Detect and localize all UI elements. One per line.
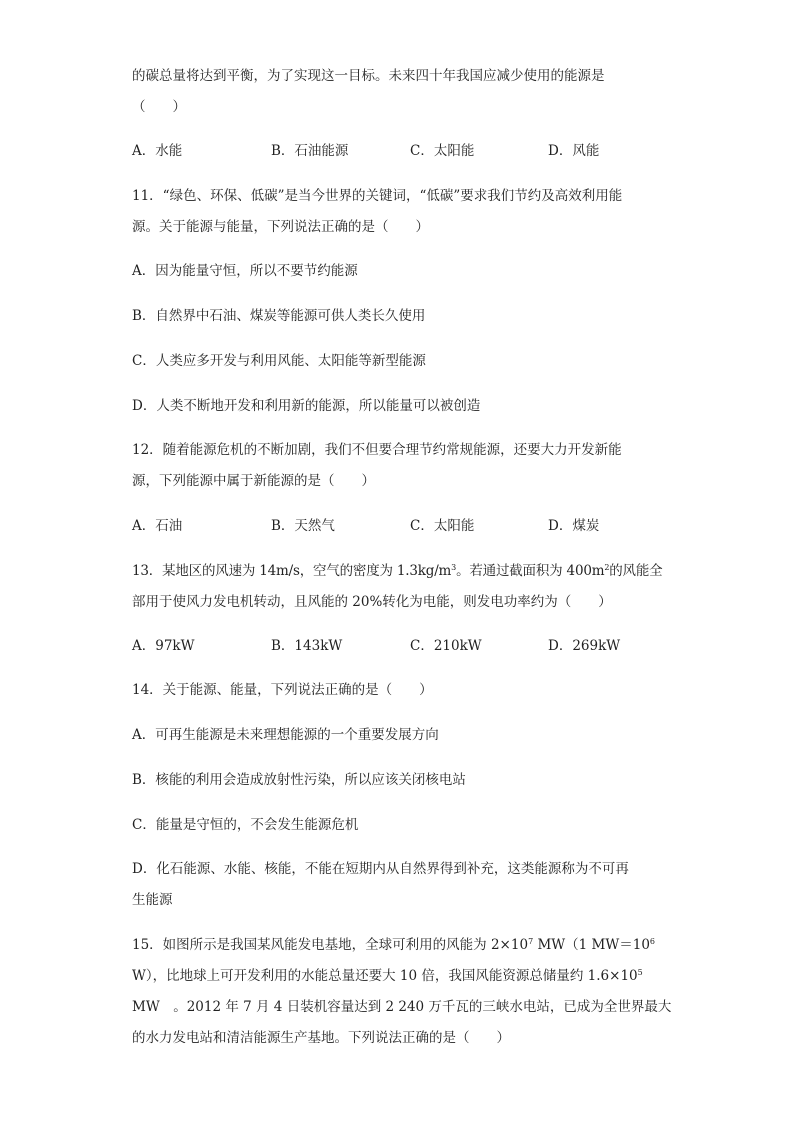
q15-stem-line-4: 的水力发电站和清洁能源生产基地。下列说法正确的是（ ）	[132, 1030, 510, 1046]
q10-option-a: A．水能	[132, 143, 183, 159]
q13-text-a: 13．某地区的风速为 14m/s，空气的密度为 1.3kg/m	[132, 563, 452, 579]
q15-text-c: W），比地球上可开发利用的水能总量还要大 10 倍，我国风能资源总储量约 1.6×10	[132, 968, 638, 984]
q14-option-d: D．化石能源、水能、核能，不能在短期内从自然界得到补充，这类能源称为不可再	[132, 861, 629, 877]
q15-superscript-1: 7	[528, 937, 534, 946]
q13-option-b: B．143kW	[271, 638, 343, 654]
q10-stem-line-2: （ ）	[132, 99, 186, 115]
q10-option-d: D．风能	[548, 143, 600, 159]
q13-option-d: D．269kW	[548, 638, 621, 654]
q15-superscript-2: 6	[649, 937, 655, 946]
q15-text-a: 15．如图所示是我国某风能发电基地，全球可利用的风能为 2×10	[132, 937, 529, 953]
q15-stem-line-3: MW 。2012 年 7 月 4 日装机容量达到 2 240 万千瓦的三峡水电站，已成为全世界最大	[132, 999, 672, 1015]
q11-option-b: B．自然界中石油、煤炭等能源可供人类长久使用	[132, 308, 426, 324]
q15-stem-line-2	[132, 968, 643, 984]
q13-stem-line-1	[132, 563, 662, 579]
q13-stem-line-2: 部用于使风力发电机转动，且风能的 20%转化为电能，则发电功率约为（ ）	[132, 594, 612, 610]
q12-option-a: A．石油	[132, 518, 183, 534]
q12-stem-line-2: 源，下列能源中属于新能源的是（ ）	[132, 473, 375, 489]
q13-option-a: A．97kW	[132, 638, 195, 654]
q13-text-b: 。若通过截面积为 400m	[456, 563, 605, 579]
q14-option-a: A．可再生能源是未来理想能源的一个重要发展方向	[132, 727, 439, 743]
q14-stem-line-1: 14．关于能源、能量，下列说法正确的是（ ）	[132, 682, 433, 698]
q10-option-c: C．太阳能	[410, 143, 475, 159]
q11-stem-line-2: 源。关于能源与能量，下列说法正确的是（ ）	[132, 219, 429, 235]
q11-stem-line-1: 11．“绿色、环保、低碳”是当今世界的关键词，“低碳”要求我们节约及高效利用能	[132, 188, 623, 204]
q12-option-b: B．天然气	[271, 518, 335, 534]
q12-option-d: D．煤炭	[548, 518, 600, 534]
q15-stem-line-1	[132, 937, 655, 953]
q11-option-a: A．因为能量守恒，所以不要节约能源	[132, 263, 358, 279]
q13-text-c: 的风能全	[609, 563, 663, 579]
q14-option-c: C．能量是守恒的，不会发生能源危机	[132, 817, 359, 833]
q13-superscript-2: 2	[604, 563, 610, 572]
q10-stem-line-1: 的碳总量将达到平衡，为了实现这一目标。未来四十年我国应减少使用的能源是	[132, 68, 605, 84]
q12-option-c: C．太阳能	[410, 518, 475, 534]
q11-option-d: D．人类不断地开发和利用新的能源，所以能量可以被创造	[132, 398, 481, 414]
q11-option-c: C．人类应多开发与利用风能、太阳能等新型能源	[132, 353, 426, 369]
q13-option-c: C．210kW	[410, 638, 482, 654]
q12-stem-line-1: 12．随着能源危机的不断加剧，我们不但要合理节约常规能源，还要大力开发新能	[132, 442, 622, 458]
q14-option-b: B．核能的利用会造成放射性污染，所以应该关闭核电站	[132, 772, 466, 788]
q14-option-d-continued: 生能源	[132, 892, 173, 908]
q13-superscript-1: 3	[451, 563, 457, 572]
q15-superscript-3: 5	[637, 968, 643, 977]
q15-text-b: MW（1 MW＝10	[533, 937, 650, 953]
q10-option-b: B．石油能源	[271, 143, 349, 159]
